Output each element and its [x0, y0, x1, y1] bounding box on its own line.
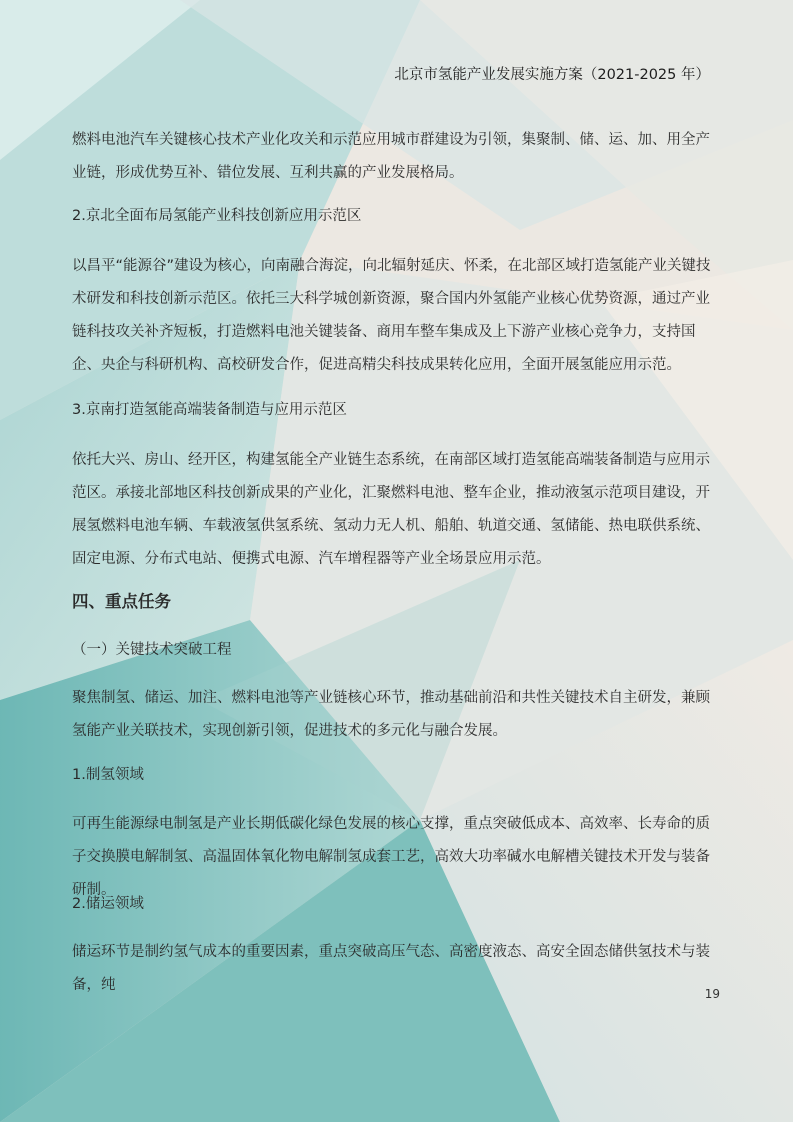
- page-number: 19: [704, 987, 720, 1001]
- paragraph-north-demo-zone: 以昌平“能源谷”建设为核心，向南融合海淀，向北辐射延庆、怀柔，在北部区域打造氢能产业关键技术研发和科技创新示范区。依托三大科学城创新资源，聚合国内外氢能产业核心优势资源，通过产业链科技攻关补齐短板，打造燃料电池关键装备、商用车整车集成及上下游产业核心竞争力，支持国企、央企与科研机构、高校研发合作，促进高精尖科技成果转化应用，全面开展氢能应用示范。: [72, 258, 711, 373]
- heading-north-demo-zone: 2.京北全面布局氢能产业科技创新应用示范区: [72, 208, 362, 224]
- heading-storage-transport: 2.储运领域: [72, 896, 144, 912]
- section-heading-key-tasks: 四、重点任务: [72, 592, 171, 611]
- paragraph-industry-layout: 燃料电池汽车关键核心技术产业化攻关和示范应用城市群建设为引领，集聚制、储、运、加、用全产业链，形成优势互补、错位发展、互利共赢的产业发展格局。: [72, 132, 710, 181]
- heading-south-demo-zone: 3.京南打造氢能高端装备制造与应用示范区: [72, 402, 347, 418]
- paragraph-south-demo-zone: 依托大兴、房山、经开区，构建氢能全产业链生态系统，在南部区域打造氢能高端装备制造与应用示范区。承接北部地区科技创新成果的产业化，汇聚燃料电池、整车企业，推动液氢示范项目建设，开展氢燃料电池车辆、车载液氢供氢系统、氢动力无人机、船舶、轨道交通、氢储能、热电联供系统、固定电源、分布式电站、便携式电源、汽车增程器等产业全场景应用示范。: [72, 452, 710, 567]
- paragraph-storage-transport: 储运环节是制约氢气成本的重要因素，重点突破高压气态、高密度液态、高安全固态储供氢技术与装备，纯: [72, 944, 710, 993]
- document-header: 北京市氢能产业发展实施方案（2021-2025 年）: [394, 67, 710, 83]
- subsection-heading-key-tech: （一）关键技术突破工程: [72, 642, 232, 658]
- paragraph-hydrogen-production: 可再生能源绿电制氢是产业长期低碳化绿色发展的核心支撑，重点突破低成本、高效率、长寿命的质子交换膜电解制氢、高温固体氧化物电解制氢成套工艺，高效大功率碱水电解槽关键技术开发与装备研制。: [72, 816, 710, 898]
- heading-hydrogen-production: 1.制氢领域: [72, 767, 144, 783]
- paragraph-key-tech: 聚焦制氢、储运、加注、燃料电池等产业链核心环节，推动基础前沿和共性关键技术自主研发，兼顾氢能产业关联技术，实现创新引领，促进技术的多元化与融合发展。: [72, 690, 710, 739]
